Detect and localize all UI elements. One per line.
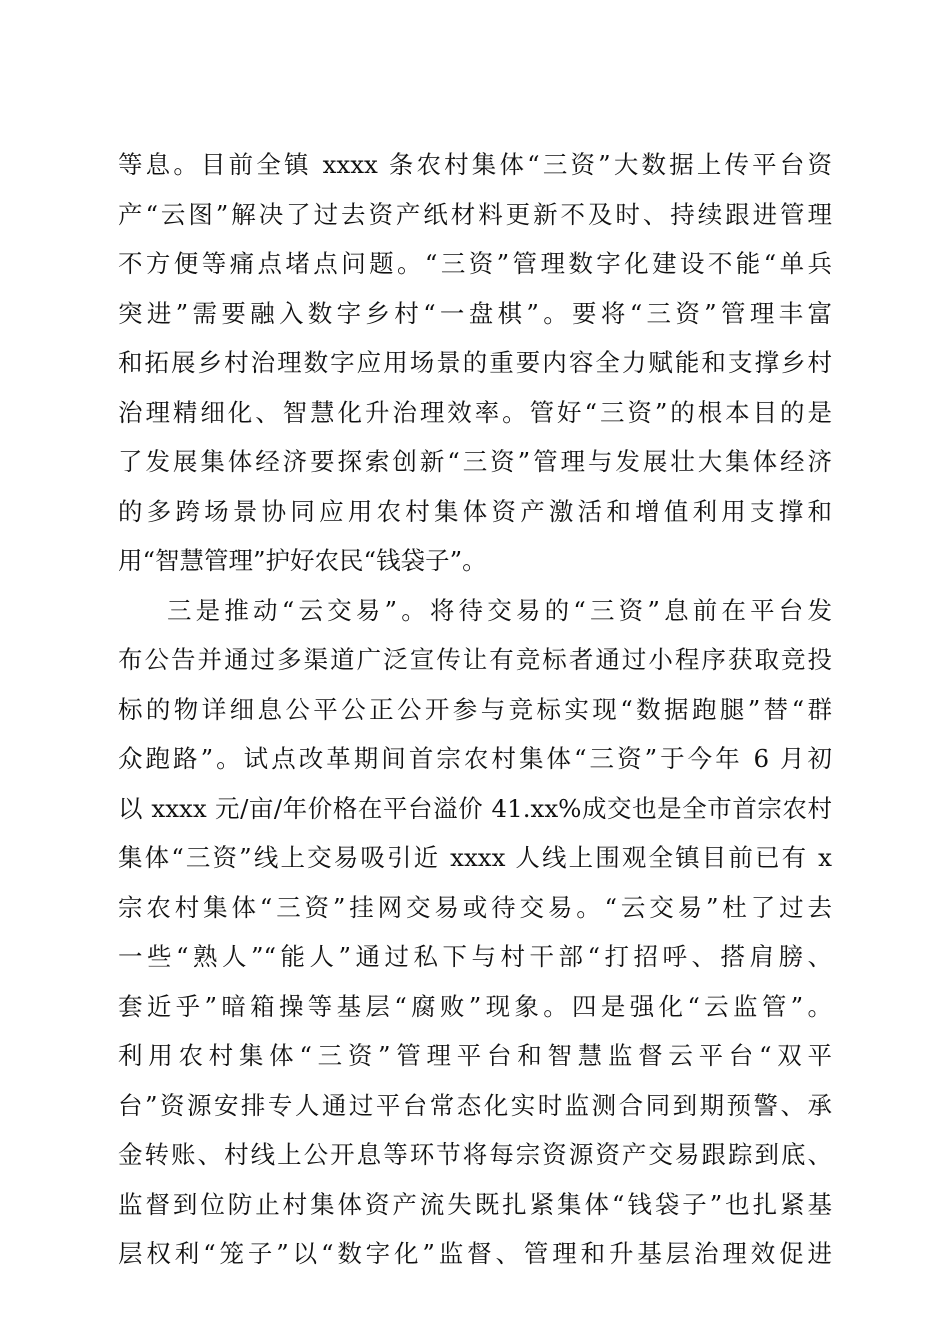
text-line: 治理精细化、智慧化升治理效率。管好“三资”的根本目的是 <box>118 397 832 427</box>
text-line: 利用农村集体“三资”管理平台和智慧监督云平台“双平 <box>118 1041 832 1070</box>
text-line: 众跑路”。试点改革期间首宗农村集体“三资”于今年 6 月初 <box>118 744 832 773</box>
text-line: 布公告并通过多渠道广泛宣传让有竞标者通过小程序获取竞投 <box>118 645 832 674</box>
text-line: 台”资源安排专人通过平台常态化实时监测合同到期预警、承 <box>118 1090 832 1120</box>
paragraph-first-line: 三是推动“云交易”。将待交易的“三资”息前在平台发 <box>167 595 832 625</box>
body-text <box>118 140 832 1279</box>
text-line: 了发展集体经济要探索创新“三资”管理与发展壮大集体经济 <box>118 447 832 476</box>
text-line: 以 xxxx 元/亩/年价格在平台溢价 41.xx%成交也是全市首宗农村 <box>118 793 832 823</box>
text-line: 和拓展乡村治理数字应用场景的重要内容全力赋能和支撑乡村 <box>118 348 832 377</box>
text-line: 等息。目前全镇 xxxx 条农村集体“三资”大数据上传平台资 <box>118 150 832 179</box>
text-line: 用“智慧管理”护好农民“钱袋子”。 <box>118 546 487 575</box>
text-line: 宗农村集体“三资”挂网交易或待交易。“云交易”杜了过去 <box>118 892 832 922</box>
text-line: 层权利“笼子”以“数字化”监督、管理和升基层治理效促进 <box>118 1239 832 1268</box>
text-line: 套近乎”暗箱操等基层“腐败”现象。四是强化“云监管”。 <box>118 991 832 1021</box>
text-line: 的多跨场景协同应用农村集体资产激活和增值利用支撑和 <box>118 496 832 526</box>
text-line: 突进”需要融入数字乡村“一盘棋”。要将“三资”管理丰富 <box>118 298 832 328</box>
text-line: 产“云图”解决了过去资产纸材料更新不及时、持续跟进管理 <box>118 199 832 229</box>
text-line: 金转账、村线上公开息等环节将每宗资源资产交易跟踪到底、 <box>118 1140 832 1169</box>
text-line: 监督到位防止村集体资产流失既扎紧集体“钱袋子”也扎紧基 <box>118 1189 832 1219</box>
text-line: 一些“熟人”“能人”通过私下与村干部“打招呼、搭肩膀、 <box>118 942 832 971</box>
text-line: 集体“三资”线上交易吸引近 xxxx 人线上围观全镇目前已有 x <box>118 843 832 872</box>
text-line: 标的物详细息公平公正公开参与竞标实现“数据跑腿”替“群 <box>118 694 832 724</box>
text-line: 不方便等痛点堵点问题。“三资”管理数字化建设不能“单兵 <box>118 249 832 278</box>
